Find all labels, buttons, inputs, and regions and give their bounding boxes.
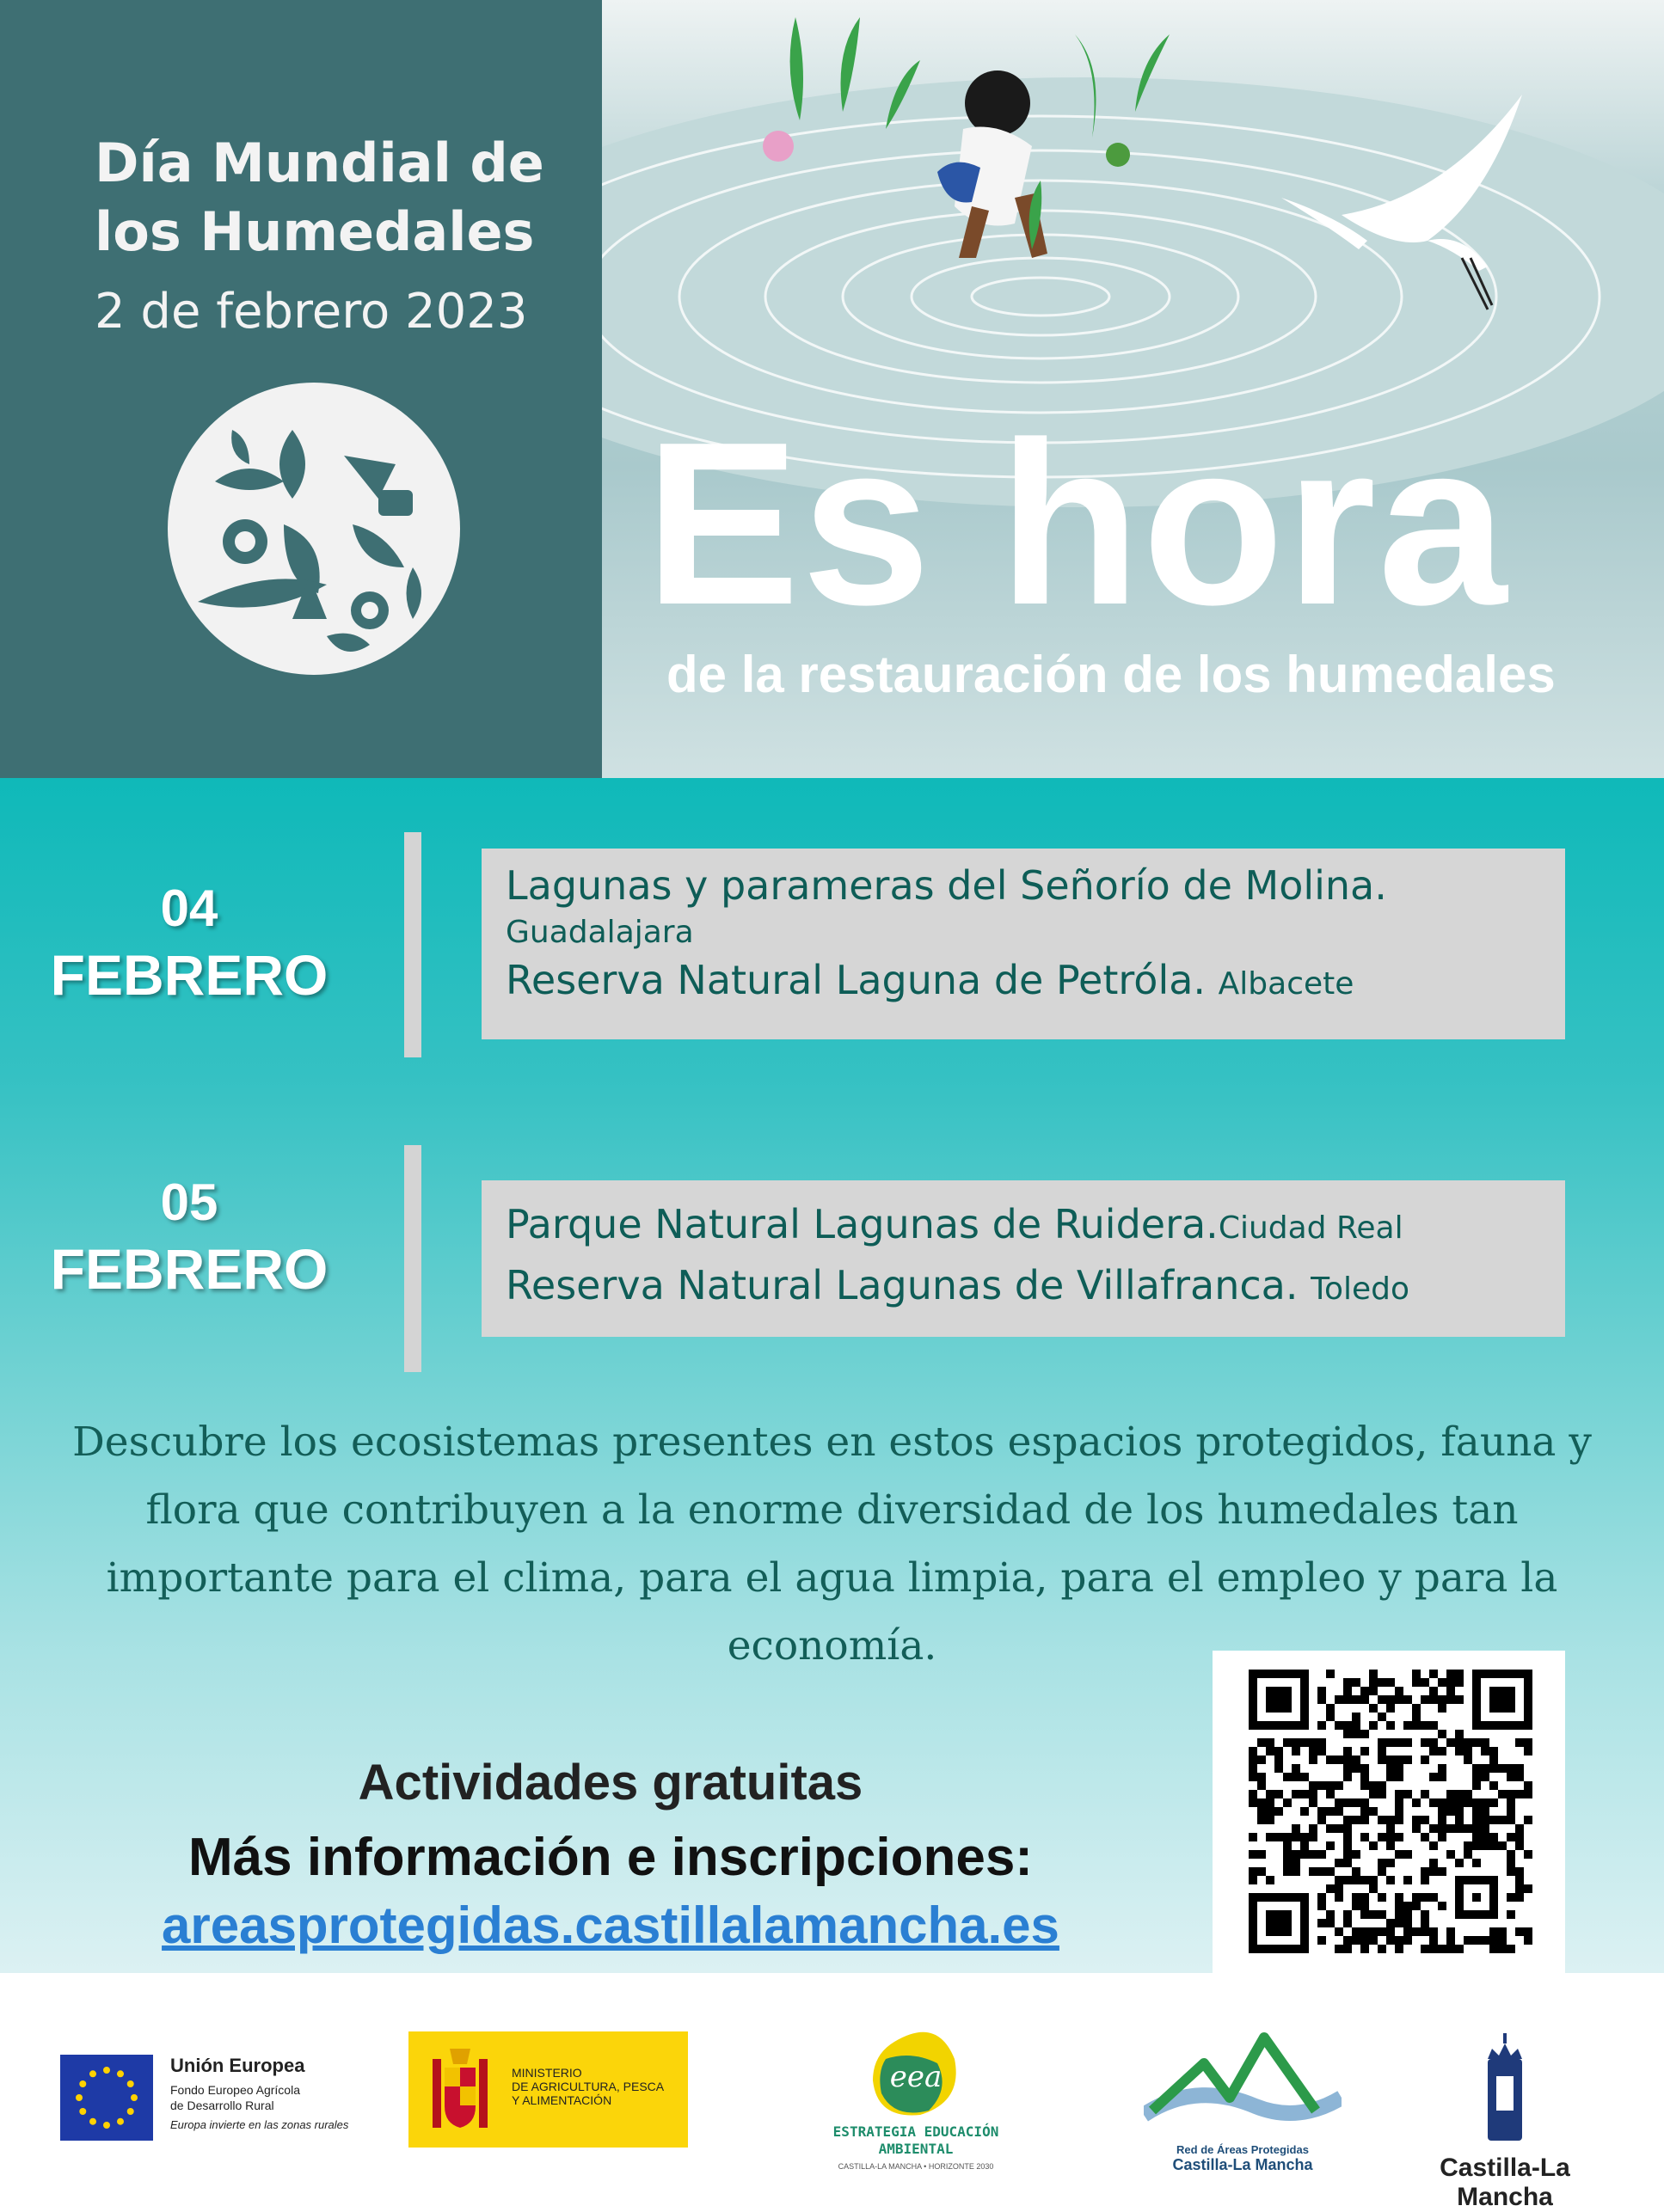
eu-note: Europa invierte en las zonas rurales xyxy=(170,2118,349,2131)
event-day: 04 xyxy=(160,879,218,937)
eea-line2: AMBIENTAL xyxy=(878,2141,954,2157)
headline: Es hora xyxy=(645,395,1509,653)
divider-bar xyxy=(404,1145,421,1372)
event-title-line2: los Humedales xyxy=(95,200,535,263)
event-title xyxy=(95,129,576,267)
red-line1: Red de Áreas Protegidas xyxy=(1176,2143,1309,2156)
ministry-name xyxy=(512,2066,684,2107)
ministry-line3: Y ALIMENTACIÓN xyxy=(512,2093,612,2107)
event-location-line xyxy=(506,952,1541,1013)
event-date-block-1 xyxy=(34,877,344,1009)
spain-coat-of-arms-icon xyxy=(426,2042,494,2136)
event-province: Albacete xyxy=(1218,966,1354,1002)
event-province: Guadalajara xyxy=(506,915,694,950)
event-date: 2 de febrero 2023 xyxy=(95,284,528,340)
eu-title: Unión Europea xyxy=(170,2055,305,2076)
red-line2: Castilla-La Mancha xyxy=(1172,2156,1313,2173)
eu-fund-line1: Fondo Europeo Agrícola xyxy=(170,2083,300,2097)
event-box-1 xyxy=(482,849,1565,1039)
event-location: Lagunas y parameras del Señorío de Molina. xyxy=(506,862,1387,909)
eu-fund-name xyxy=(170,2082,377,2113)
event-month: FEBRERO xyxy=(50,943,329,1007)
wetlands-emblem-icon xyxy=(163,378,464,679)
castilla-la-mancha-label: Castilla-La Mancha xyxy=(1440,2154,1570,2211)
event-date-block-2 xyxy=(34,1171,344,1303)
event-province: Toledo xyxy=(1311,1271,1410,1307)
eu-flag-icon xyxy=(60,2055,153,2141)
qr-code-icon[interactable] xyxy=(1249,1670,1532,1953)
event-location-line xyxy=(506,1257,1541,1318)
event-location-line xyxy=(506,1196,1541,1257)
sponsor-footer xyxy=(0,1973,1664,2211)
ministry-line2: DE AGRICULTURA, PESCA xyxy=(512,2080,665,2093)
event-location: Reserva Natural Lagunas de Villafranca. xyxy=(506,1262,1299,1308)
description-text: Descubre los ecosistemas presentes en estos espacios protegidos, fauna y flora que contribuyen a la enorme diversidad de los humedales tan importante para el clima, para el agua limpia, para el empleo y para la economía. xyxy=(72,1418,1592,1670)
ministry-logo xyxy=(408,2031,688,2148)
eea-name xyxy=(808,2123,1023,2158)
subheadline: de la restauración de los humedales xyxy=(666,646,1556,703)
protected-areas-network-name xyxy=(1127,2143,1359,2174)
castilla-la-mancha-crest-icon xyxy=(1475,2033,1535,2145)
qr-code-panel xyxy=(1213,1651,1565,1973)
eea-subtitle: CASTILLA-LA MANCHA • HORIZONTE 2030 xyxy=(838,2162,994,2171)
event-box-2 xyxy=(482,1180,1565,1337)
event-location: Reserva Natural Laguna de Petróla. xyxy=(506,957,1207,1003)
more-info-text: Más información e inscripciones: xyxy=(188,1828,1033,1887)
event-month: FEBRERO xyxy=(50,1237,329,1301)
protected-areas-network-logo-icon xyxy=(1144,2029,1342,2141)
header-banner xyxy=(0,0,1664,778)
free-activities-text: Actividades gratuitas xyxy=(358,1755,863,1811)
divider-bar xyxy=(404,832,421,1057)
illustration-panel xyxy=(602,0,1664,778)
ministry-line1: MINISTERIO xyxy=(512,2066,582,2080)
event-location: Parque Natural Lagunas de Ruidera. xyxy=(506,1201,1219,1247)
event-province: Ciudad Real xyxy=(1218,1210,1403,1246)
eea-logo-text: eea xyxy=(889,2060,943,2094)
eu-label xyxy=(170,2055,377,2131)
event-day: 05 xyxy=(160,1173,218,1231)
website-link[interactable]: areasprotegidas.castillalamancha.es xyxy=(162,1896,1059,1954)
eea-logo-icon xyxy=(869,2025,963,2119)
title-panel xyxy=(0,0,602,778)
eea-line1: ESTRATEGIA EDUCACIÓN xyxy=(832,2123,999,2140)
eu-fund-line2: de Desarrollo Rural xyxy=(170,2099,274,2112)
event-title-line1: Día Mundial de xyxy=(95,132,544,194)
